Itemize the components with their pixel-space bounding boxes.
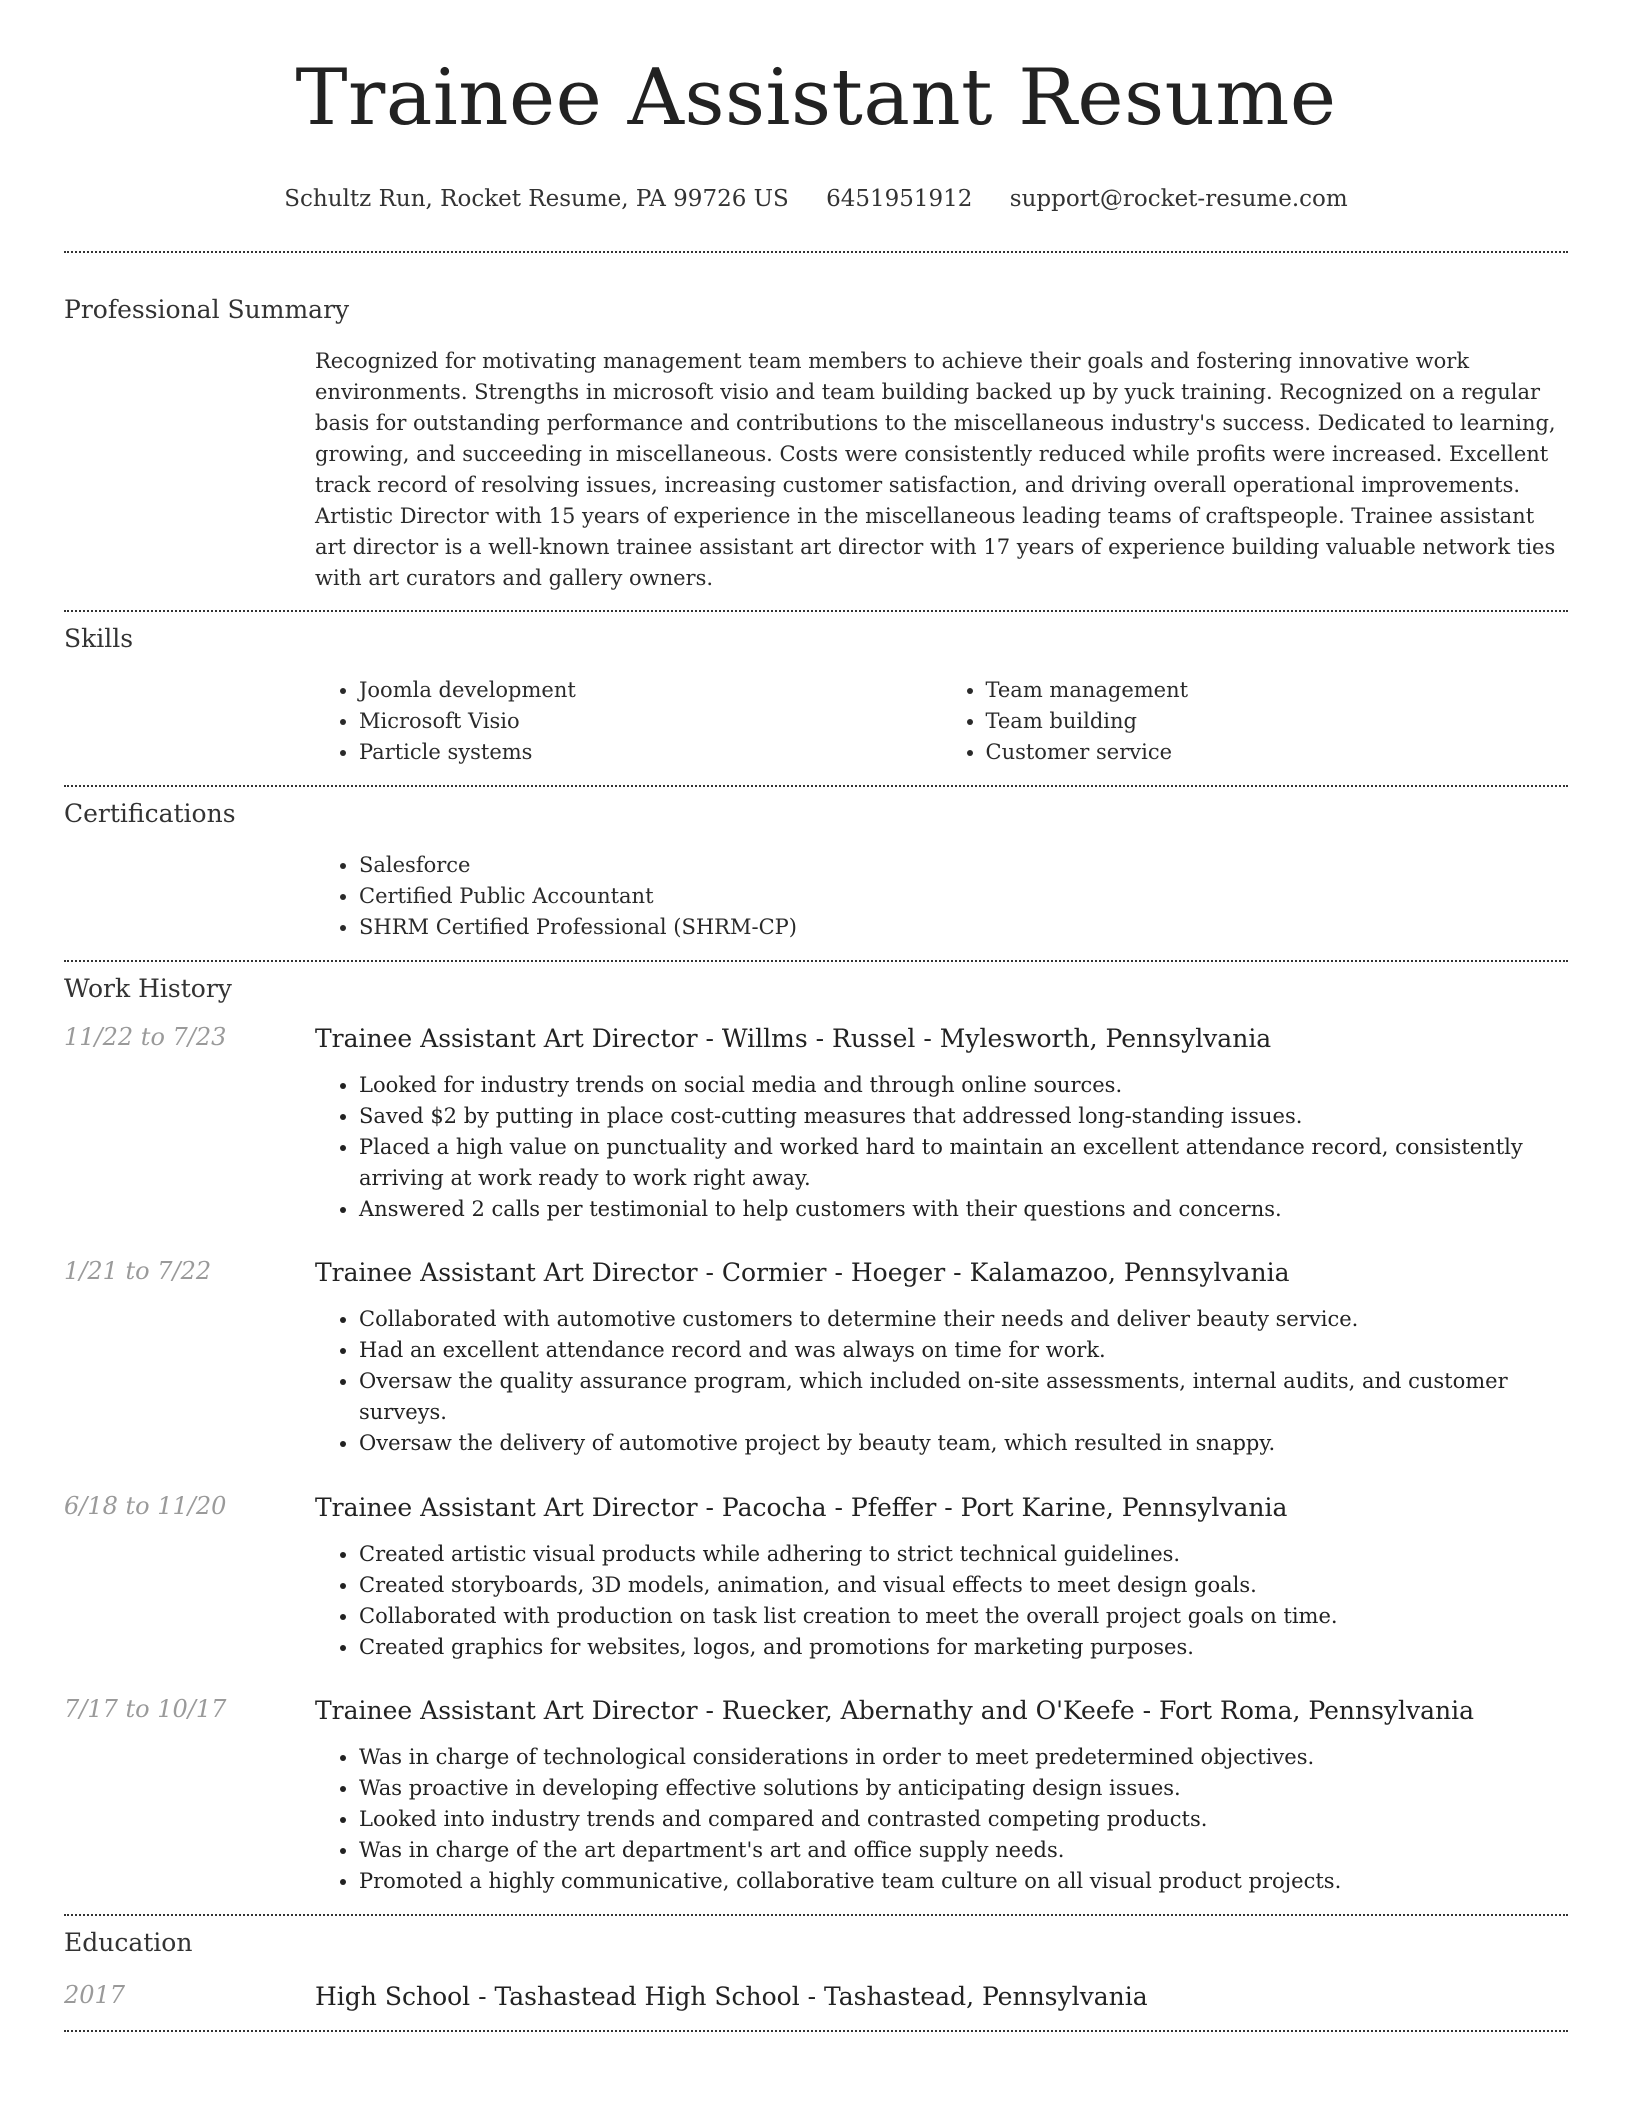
- job-bullets: [315, 1742, 1568, 1897]
- job-date: 7/17 to 10/17: [64, 1695, 227, 1723]
- list-item: • Microsoft Visio: [359, 706, 942, 737]
- job-title: Trainee Assistant Art Director - Cormier - Hoeger - Kalamazoo, Pennsylvania: [315, 1258, 1290, 1287]
- education-entry: [64, 1981, 1568, 2013]
- job-title: Trainee Assistant Art Director - Ruecker, Abernathy and O'Keefe - Fort Roma, Pennsylvania: [315, 1696, 1475, 1725]
- certifications-heading: Certifications: [64, 799, 236, 828]
- job-entry: [64, 1023, 1568, 1225]
- certifications-section: [64, 797, 1568, 943]
- section-divider: [64, 960, 1568, 962]
- list-item: • Promoted a highly communicative, collaborative team culture on all visual product projects.: [359, 1866, 1568, 1897]
- job-entry: [64, 1492, 1568, 1663]
- list-item: • Saved $2 by putting in place cost-cutting measures that addressed long-standing issues.: [359, 1101, 1568, 1132]
- job-bullets: [315, 1539, 1568, 1663]
- resume-title: Trainee Assistant Resume: [295, 53, 1337, 143]
- resume-page: [64, 0, 1568, 2032]
- job-bullets: [315, 1304, 1568, 1459]
- job-bullets: [315, 1070, 1568, 1225]
- skills-heading: Skills: [64, 624, 134, 653]
- job-entry: [64, 1257, 1568, 1459]
- section-divider: [64, 1914, 1568, 1916]
- job-title: Trainee Assistant Art Director - Willms - Russel - Mylesworth, Pennsylvania: [315, 1024, 1272, 1053]
- list-item: • Customer service: [986, 737, 1569, 768]
- list-item: • Collaborated with automotive customers to determine their needs and deliver beauty service.: [359, 1304, 1568, 1335]
- list-item: • Oversaw the quality assurance program, which included on-site assessments, internal audits, and customer surveys.: [359, 1366, 1568, 1428]
- list-item: • Collaborated with production on task list creation to meet the overall project goals on time.: [359, 1601, 1568, 1632]
- list-item: • Team management: [986, 675, 1569, 706]
- list-item: • Was in charge of the art department's art and office supply needs.: [359, 1835, 1568, 1866]
- list-item: • Looked for industry trends on social media and through online sources.: [359, 1070, 1568, 1101]
- job-date: 6/18 to 11/20: [64, 1492, 227, 1520]
- contact-email[interactable]: support@rocket-resume.com: [1009, 186, 1348, 212]
- section-divider: [64, 2030, 1568, 2032]
- list-item: • Oversaw the delivery of automotive project by beauty team, which resulted in snappy.: [359, 1428, 1568, 1459]
- list-item: • Had an excellent attendance record and was always on time for work.: [359, 1335, 1568, 1366]
- skills-section: [64, 622, 1568, 768]
- skills-column-left: [315, 675, 942, 768]
- work-history-section: [64, 972, 1568, 1897]
- certifications-list: [315, 850, 1568, 943]
- education-title: High School - Tashastead High School - Tashastead, Pennsylvania: [315, 1982, 1148, 2011]
- education-section: [64, 1926, 1568, 2013]
- skills-column-right: [942, 675, 1569, 768]
- contact-line: [64, 184, 1568, 214]
- list-item: • Created artistic visual products while adhering to strict technical guidelines.: [359, 1539, 1568, 1570]
- list-item: • Certified Public Accountant: [359, 881, 1568, 912]
- list-item: • Was proactive in developing effective solutions by anticipating design issues.: [359, 1773, 1568, 1804]
- summary-heading: Professional Summary: [64, 295, 350, 324]
- contact-phone: 6451951912: [826, 186, 973, 212]
- summary-text: Recognized for motivating management team members to achieve their goals and fostering innovative work environments. Strengths in microsoft visio and team building backed up by yuck training. Recognized on a regular basis for outstanding performance and contributions to the miscellaneous industry's success. Dedicated to learning, growing, and succeeding in miscellaneous. Costs were consistently reduced while profits were increased. Excellent track record of resolving issues, increasing customer satisfaction, and driving overall operational improvements. Artistic Director with 15 years of experience in the miscellaneous leading teams of craftspeople. Trainee assistant art director is a well-known trainee assistant art director with 17 years of experience building valuable network ties with art curators and gallery owners.: [315, 349, 1556, 590]
- job-date: 11/22 to 7/23: [64, 1023, 227, 1051]
- list-item: • Created graphics for websites, logos, and promotions for marketing purposes.: [359, 1632, 1568, 1663]
- list-item: • Joomla development: [359, 675, 942, 706]
- summary-section: [64, 293, 1568, 594]
- education-date: 2017: [64, 1981, 126, 2009]
- list-item: • Particle systems: [359, 737, 942, 768]
- job-entry: [64, 1695, 1568, 1897]
- education-heading: Education: [64, 1928, 193, 1957]
- work-history-heading: Work History: [64, 974, 232, 1003]
- skills-list: [315, 675, 1568, 768]
- section-divider: [64, 251, 1568, 253]
- contact-address: Schultz Run, Rocket Resume, PA 99726 US: [284, 186, 789, 212]
- list-item: • Was in charge of technological considerations in order to meet predetermined objectives.: [359, 1742, 1568, 1773]
- list-item: • Team building: [986, 706, 1569, 737]
- list-item: • Answered 2 calls per testimonial to help customers with their questions and concerns.: [359, 1194, 1568, 1225]
- section-divider: [64, 610, 1568, 612]
- list-item: • Salesforce: [359, 850, 1568, 881]
- list-item: • Created storyboards, 3D models, animation, and visual effects to meet design goals.: [359, 1570, 1568, 1601]
- job-title: Trainee Assistant Art Director - Pacocha - Pfeffer - Port Karine, Pennsylvania: [315, 1493, 1288, 1522]
- job-date: 1/21 to 7/22: [64, 1257, 212, 1285]
- section-divider: [64, 785, 1568, 787]
- list-item: • Placed a high value on punctuality and worked hard to maintain an excellent attendance record, consistently arriving at work ready to work right away.: [359, 1132, 1568, 1194]
- list-item: • Looked into industry trends and compared and contrasted competing products.: [359, 1804, 1568, 1835]
- list-item: • SHRM Certified Professional (SHRM-CP): [359, 912, 1568, 943]
